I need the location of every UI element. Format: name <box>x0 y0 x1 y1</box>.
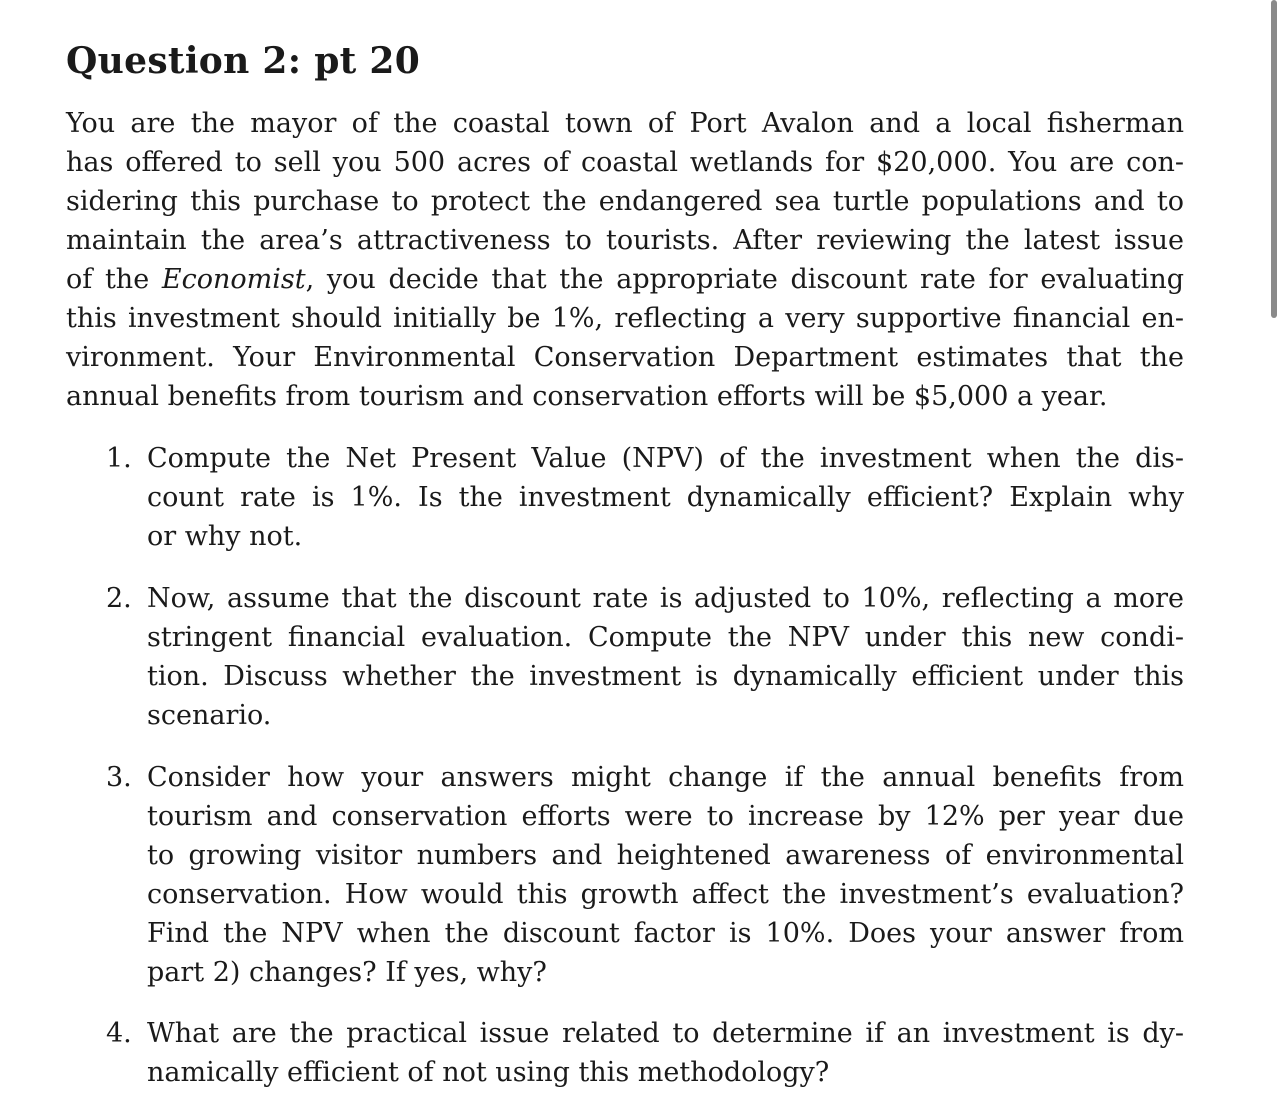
item-line: conservation. How would this growth affect the investment’s evaluation? <box>147 879 1184 910</box>
item-line: Compute the Net Present Value (NPV) of the investment when the dis- <box>147 443 1184 474</box>
intro-paragraph <box>66 104 1184 416</box>
item-line: What are the practical issue related to determine if an investment is dy- <box>147 1018 1184 1049</box>
item-text <box>147 758 1184 992</box>
item-line: count rate is 1%. Is the investment dynamically efficient? Explain why <box>147 482 1184 513</box>
item-number: 1. <box>106 443 132 474</box>
item-line: Now, assume that the discount rate is adjusted to 10%, reflecting a more <box>147 583 1184 614</box>
intro-line <box>66 260 1184 299</box>
intro-line: this investment should initially be 1%, reflecting a very supportive financial en- <box>66 303 1184 334</box>
item-number: 4. <box>106 1018 132 1049</box>
item-text <box>147 439 1184 556</box>
item-text <box>147 1014 1184 1092</box>
item-line: Consider how your answers might change if the annual benefits from <box>147 762 1184 793</box>
item-line: tion. Discuss whether the investment is dynamically efficient under this <box>147 661 1184 692</box>
scrollbar-thumb[interactable] <box>1271 0 1277 318</box>
intro-line: sidering this purchase to protect the endangered sea turtle populations and to <box>66 186 1184 217</box>
intro-text: of the <box>66 264 162 295</box>
item-line: Find the NPV when the discount factor is 10%. Does your answer from <box>147 918 1184 949</box>
item-line: stringent financial evaluation. Compute the NPV under this new condi- <box>147 622 1184 653</box>
intro-line: annual benefits from tourism and conservation efforts will be $5,000 a year. <box>66 381 1108 412</box>
item-line: part 2) changes? If yes, why? <box>147 957 547 988</box>
item-line: scenario. <box>147 700 272 731</box>
item-number: 3. <box>106 762 132 793</box>
intro-text: , you decide that the appropriate discount rate for evaluating <box>305 264 1184 295</box>
item-number: 2. <box>106 583 132 614</box>
economist-title: Economist <box>161 264 306 295</box>
item-line: tourism and conservation efforts were to increase by 12% per year due <box>147 801 1184 832</box>
item-line: to growing visitor numbers and heightened awareness of environmental <box>147 840 1184 871</box>
item-line: or why not. <box>147 521 303 552</box>
intro-line: maintain the area’s attractiveness to tourists. After reviewing the latest issue <box>66 225 1184 256</box>
vertical-scrollbar[interactable] <box>1266 0 1284 1100</box>
question-title: Question 2: pt 20 <box>66 40 421 82</box>
intro-line: has offered to sell you 500 acres of coastal wetlands for $20,000. You are con- <box>66 147 1184 178</box>
item-text <box>147 579 1184 735</box>
intro-line: You are the mayor of the coastal town of Port Avalon and a local fisherman <box>66 108 1184 139</box>
item-line: namically efficient of not using this methodology? <box>147 1057 830 1088</box>
intro-line: vironment. Your Environmental Conservation Department estimates that the <box>66 342 1184 373</box>
